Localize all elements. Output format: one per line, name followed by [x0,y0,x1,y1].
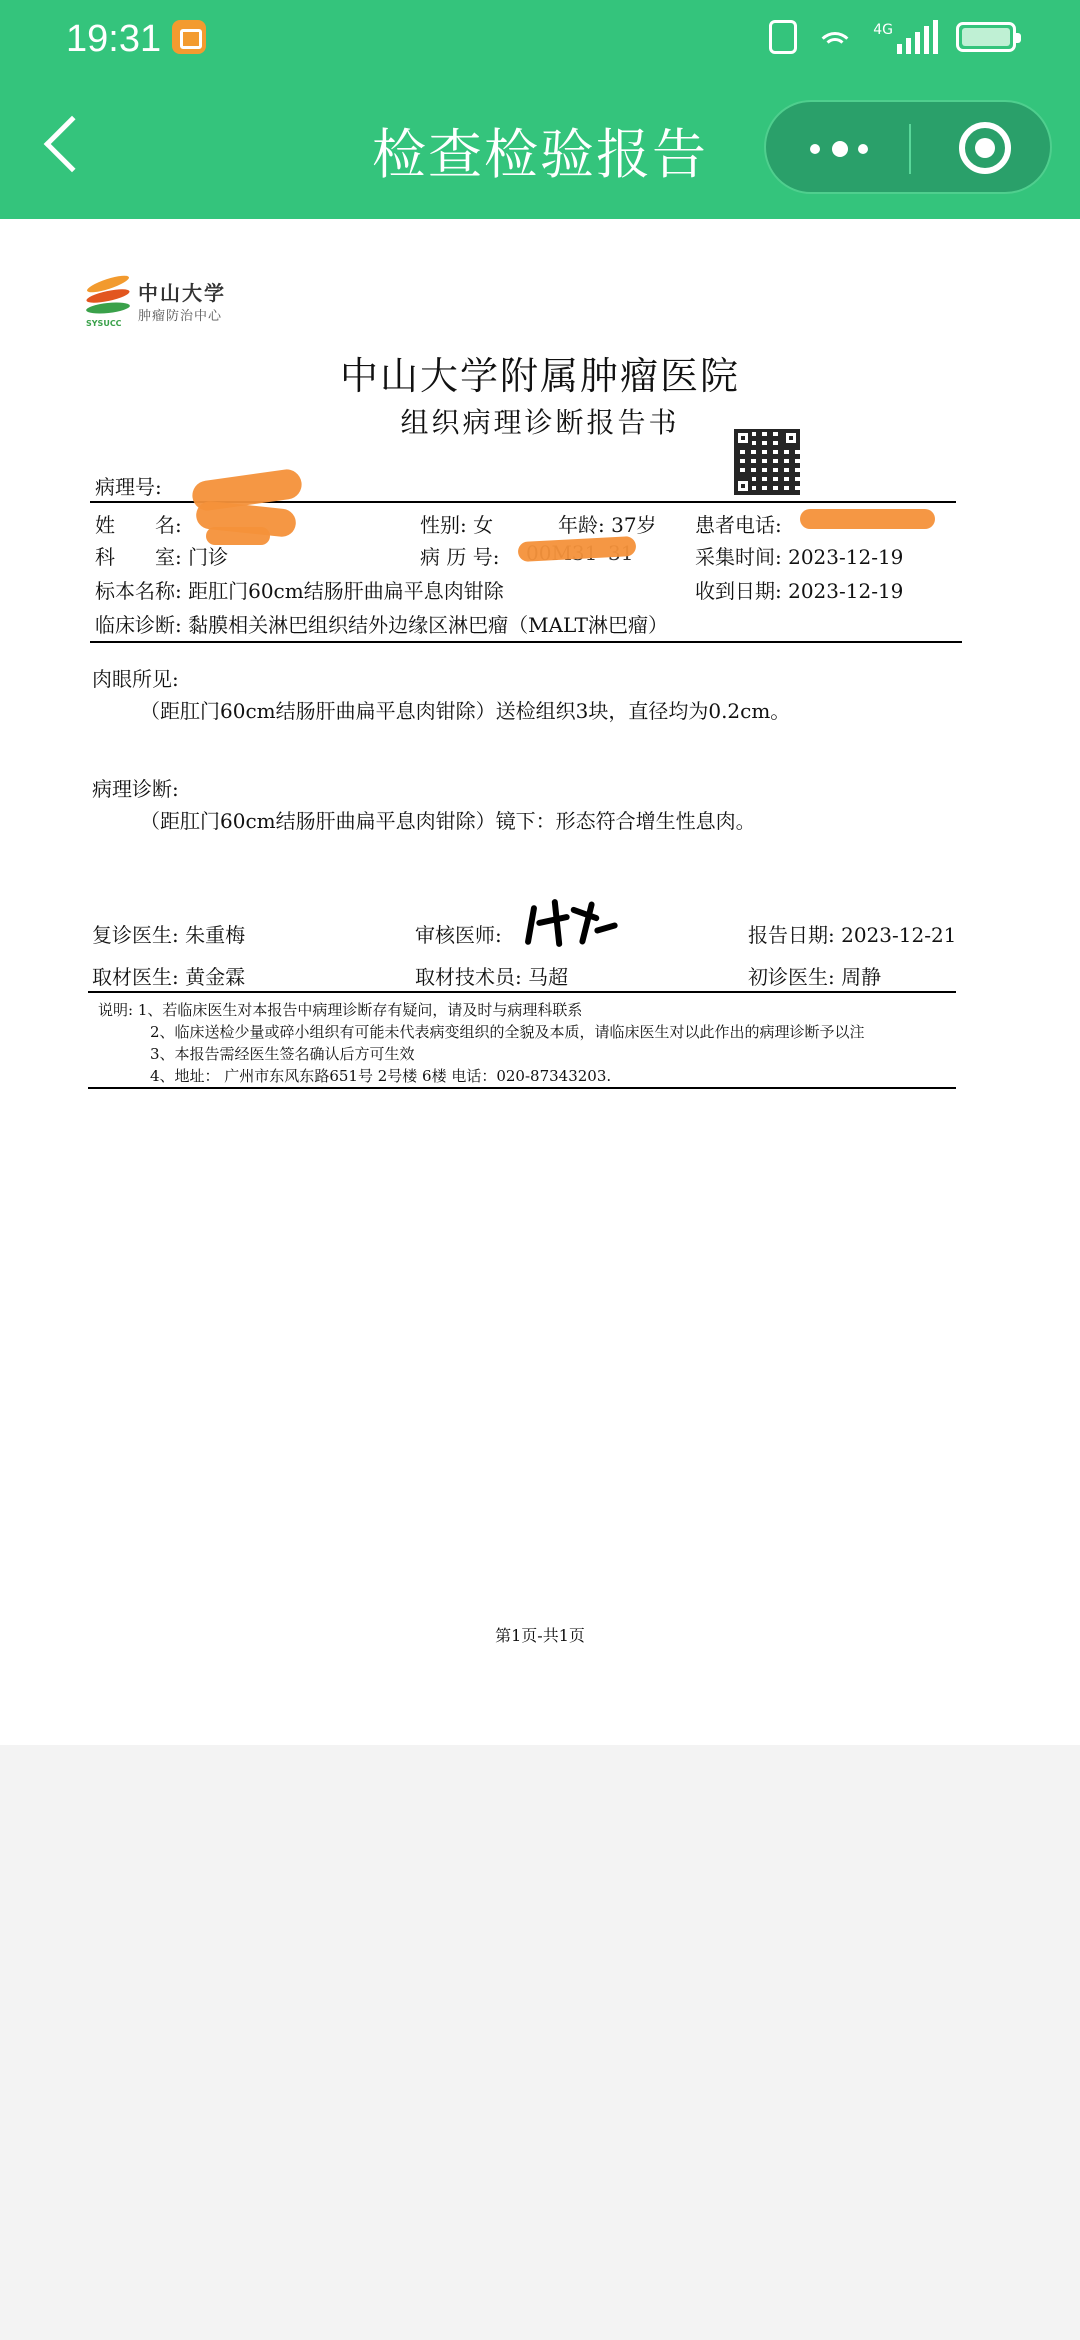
sampling-doctor: 取材医生: 黄金霖 [92,965,246,989]
phone-label: 患者电话: [695,513,782,537]
audit-doctor-label: 审核医师: [415,923,502,947]
note-line: 3、本报告需经医生签名确认后方可生效 [150,1045,415,1063]
signal-icon [897,20,938,54]
nfc-icon [769,20,797,54]
collect-time: 采集时间: 2023-12-19 [695,545,904,569]
status-icons [769,20,1016,54]
status-time: 19:31 [66,18,162,60]
receive-date: 收到日期: 2023-12-19 [695,579,904,603]
diagnosis-text: （距肛门60cm结肠肝曲扁平息肉钳除）镜下：形态符合增生性息肉。 [140,809,756,833]
report-notes [98,999,865,1087]
redaction-mark [800,509,935,529]
logo-mark-icon [86,275,130,317]
clinical-diagnosis: 临床诊断: 黏膜相关淋巴组织结外边缘区淋巴瘤（MALT淋巴瘤） [95,613,669,637]
logo-sub: 肿瘤防治中心 [138,309,223,324]
hospital-logo [86,273,236,333]
specimen-name: 标本名称: 距肛门60cm结肠肝曲扁平息肉钳除 [95,579,504,603]
age: 年龄: 37岁 [558,513,657,537]
gender: 性别: 女 [420,513,494,537]
report-title: 组织病理诊断报告书 [400,406,680,439]
note-line: 说明: 1、若临床医生对本报告中病理诊断存有疑问，请及时与病理科联系 [98,1001,583,1019]
wifi-icon [815,20,855,54]
note-line: 4、地址： 广州市东风东路651号 2号楼 6楼 电话：020-87343203. [150,1067,612,1085]
more-icon[interactable] [810,140,870,158]
redaction-mark [206,527,270,545]
report-document [0,219,1080,1745]
qr-code-icon [734,429,800,495]
top-bar [0,0,1080,219]
miniapp-capsule [764,100,1052,194]
capsule-divider [909,124,911,174]
divider [88,991,956,993]
note-line: 2、临床送检少量或碎小组织有可能未代表病变组织的全貌及本质，请临床医生对以此作出的病理诊断予以注 [150,1023,865,1041]
logo-name: 中山大学 [138,281,226,305]
divider [90,641,962,643]
name-label: 姓 名: [95,513,182,537]
sampling-technician: 取材技术员: 马超 [415,965,569,989]
initial-doctor: 初诊医生: 周静 [748,965,882,989]
department: 科 室: 门诊 [95,545,229,569]
divider [88,1087,956,1089]
pathology-no-label: 病理号: [95,475,162,499]
hospital-name: 中山大学附属肿瘤医院 [339,354,740,398]
gross-heading: 肉眼所见: [92,667,179,691]
app-notification-icon [172,20,206,54]
network-label: 4G [873,22,893,38]
page-number: 第1页-共1页 [495,1626,585,1645]
signature-mark [524,895,620,951]
close-miniapp-icon[interactable] [959,122,1011,174]
diagnosis-heading: 病理诊断: [92,777,179,801]
report-date: 报告日期: 2023-12-21 [748,923,957,947]
record-label: 病 历 号: [420,545,500,569]
gross-text: （距肛门60cm结肠肝曲扁平息肉钳除）送检组织3块，直径均为0.2cm。 [140,699,791,723]
logo-tag: SYSUCC [86,319,122,328]
page-title: 检查检验报告 [372,123,708,186]
battery-icon [956,22,1016,52]
review-doctor: 复诊医生: 朱重梅 [92,923,246,947]
